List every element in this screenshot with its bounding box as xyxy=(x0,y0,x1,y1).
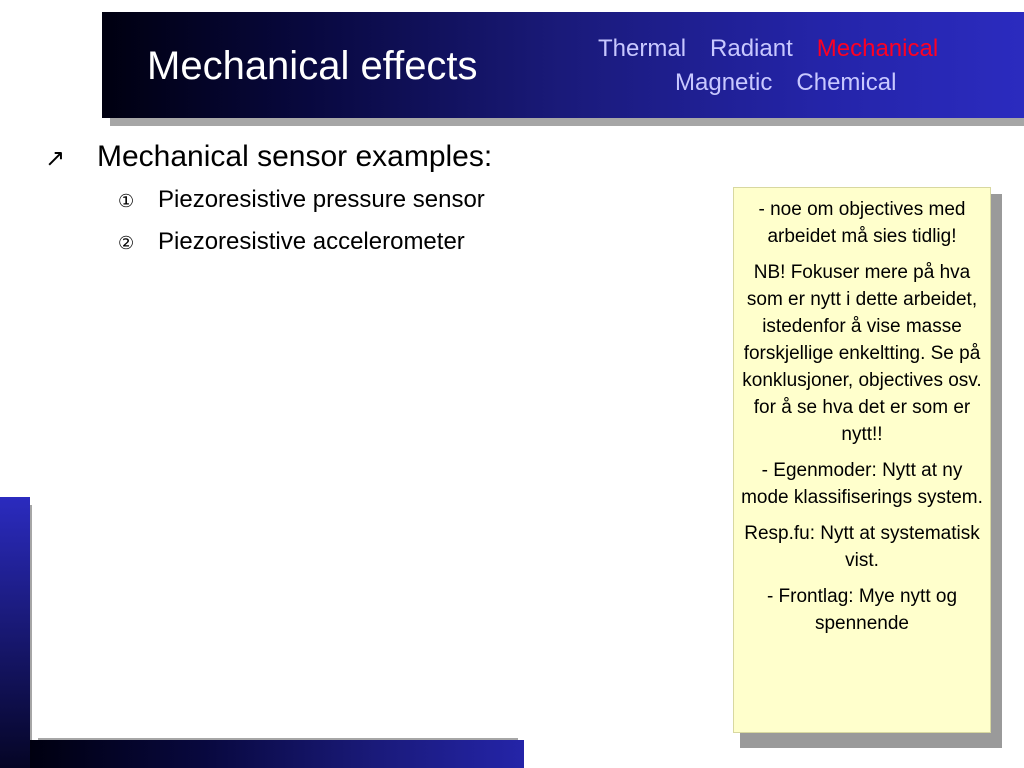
bottom-decor-bar xyxy=(30,740,524,768)
topic-nav-row-1 xyxy=(598,32,1008,66)
sub-bullet xyxy=(118,184,485,217)
nav-link-chemical[interactable]: Chemical xyxy=(796,69,897,96)
note-paragraph: Resp.fu: Nytt at systematisk vist. xyxy=(744,523,980,571)
topic-nav xyxy=(598,32,1008,100)
circled-one-icon: ① xyxy=(118,191,135,211)
nav-link-thermal[interactable]: Thermal xyxy=(598,35,687,62)
sticky-note xyxy=(733,187,991,733)
topic-nav-row-2 xyxy=(598,66,1008,100)
left-decor-bar xyxy=(0,497,30,768)
main-bullet xyxy=(45,138,492,178)
nav-link-mechanical[interactable]: Mechanical xyxy=(816,35,939,62)
note-paragraph: NB! Fokuser mere på hva som er nytt i dette arbeidet, istedenfor å vise masse forskjellige enkeltting. Se på konklusjoner, objectives osv. for å se hva det er som er nytt!! xyxy=(742,262,982,445)
sub-bullet-text: Piezoresistive pressure sensor xyxy=(158,186,485,213)
circled-two-icon: ② xyxy=(118,233,135,253)
note-paragraph: - Frontlag: Mye nytt og spennende xyxy=(766,586,958,634)
slide-title: Mechanical effects xyxy=(147,44,478,88)
note-paragraph: - noe om objectives med arbeidet må sies tidlig! xyxy=(758,199,966,247)
nav-link-radiant[interactable]: Radiant xyxy=(710,35,793,62)
sub-bullet xyxy=(118,226,465,259)
arrow-bullet-icon: ↗ xyxy=(45,145,66,172)
sub-bullet-text: Piezoresistive accelerometer xyxy=(158,228,465,255)
main-bullet-text: Mechanical sensor examples: xyxy=(97,140,493,173)
nav-link-magnetic[interactable]: Magnetic xyxy=(675,69,773,96)
note-paragraph: - Egenmoder: Nytt at ny mode klassifiserings system. xyxy=(741,460,983,508)
